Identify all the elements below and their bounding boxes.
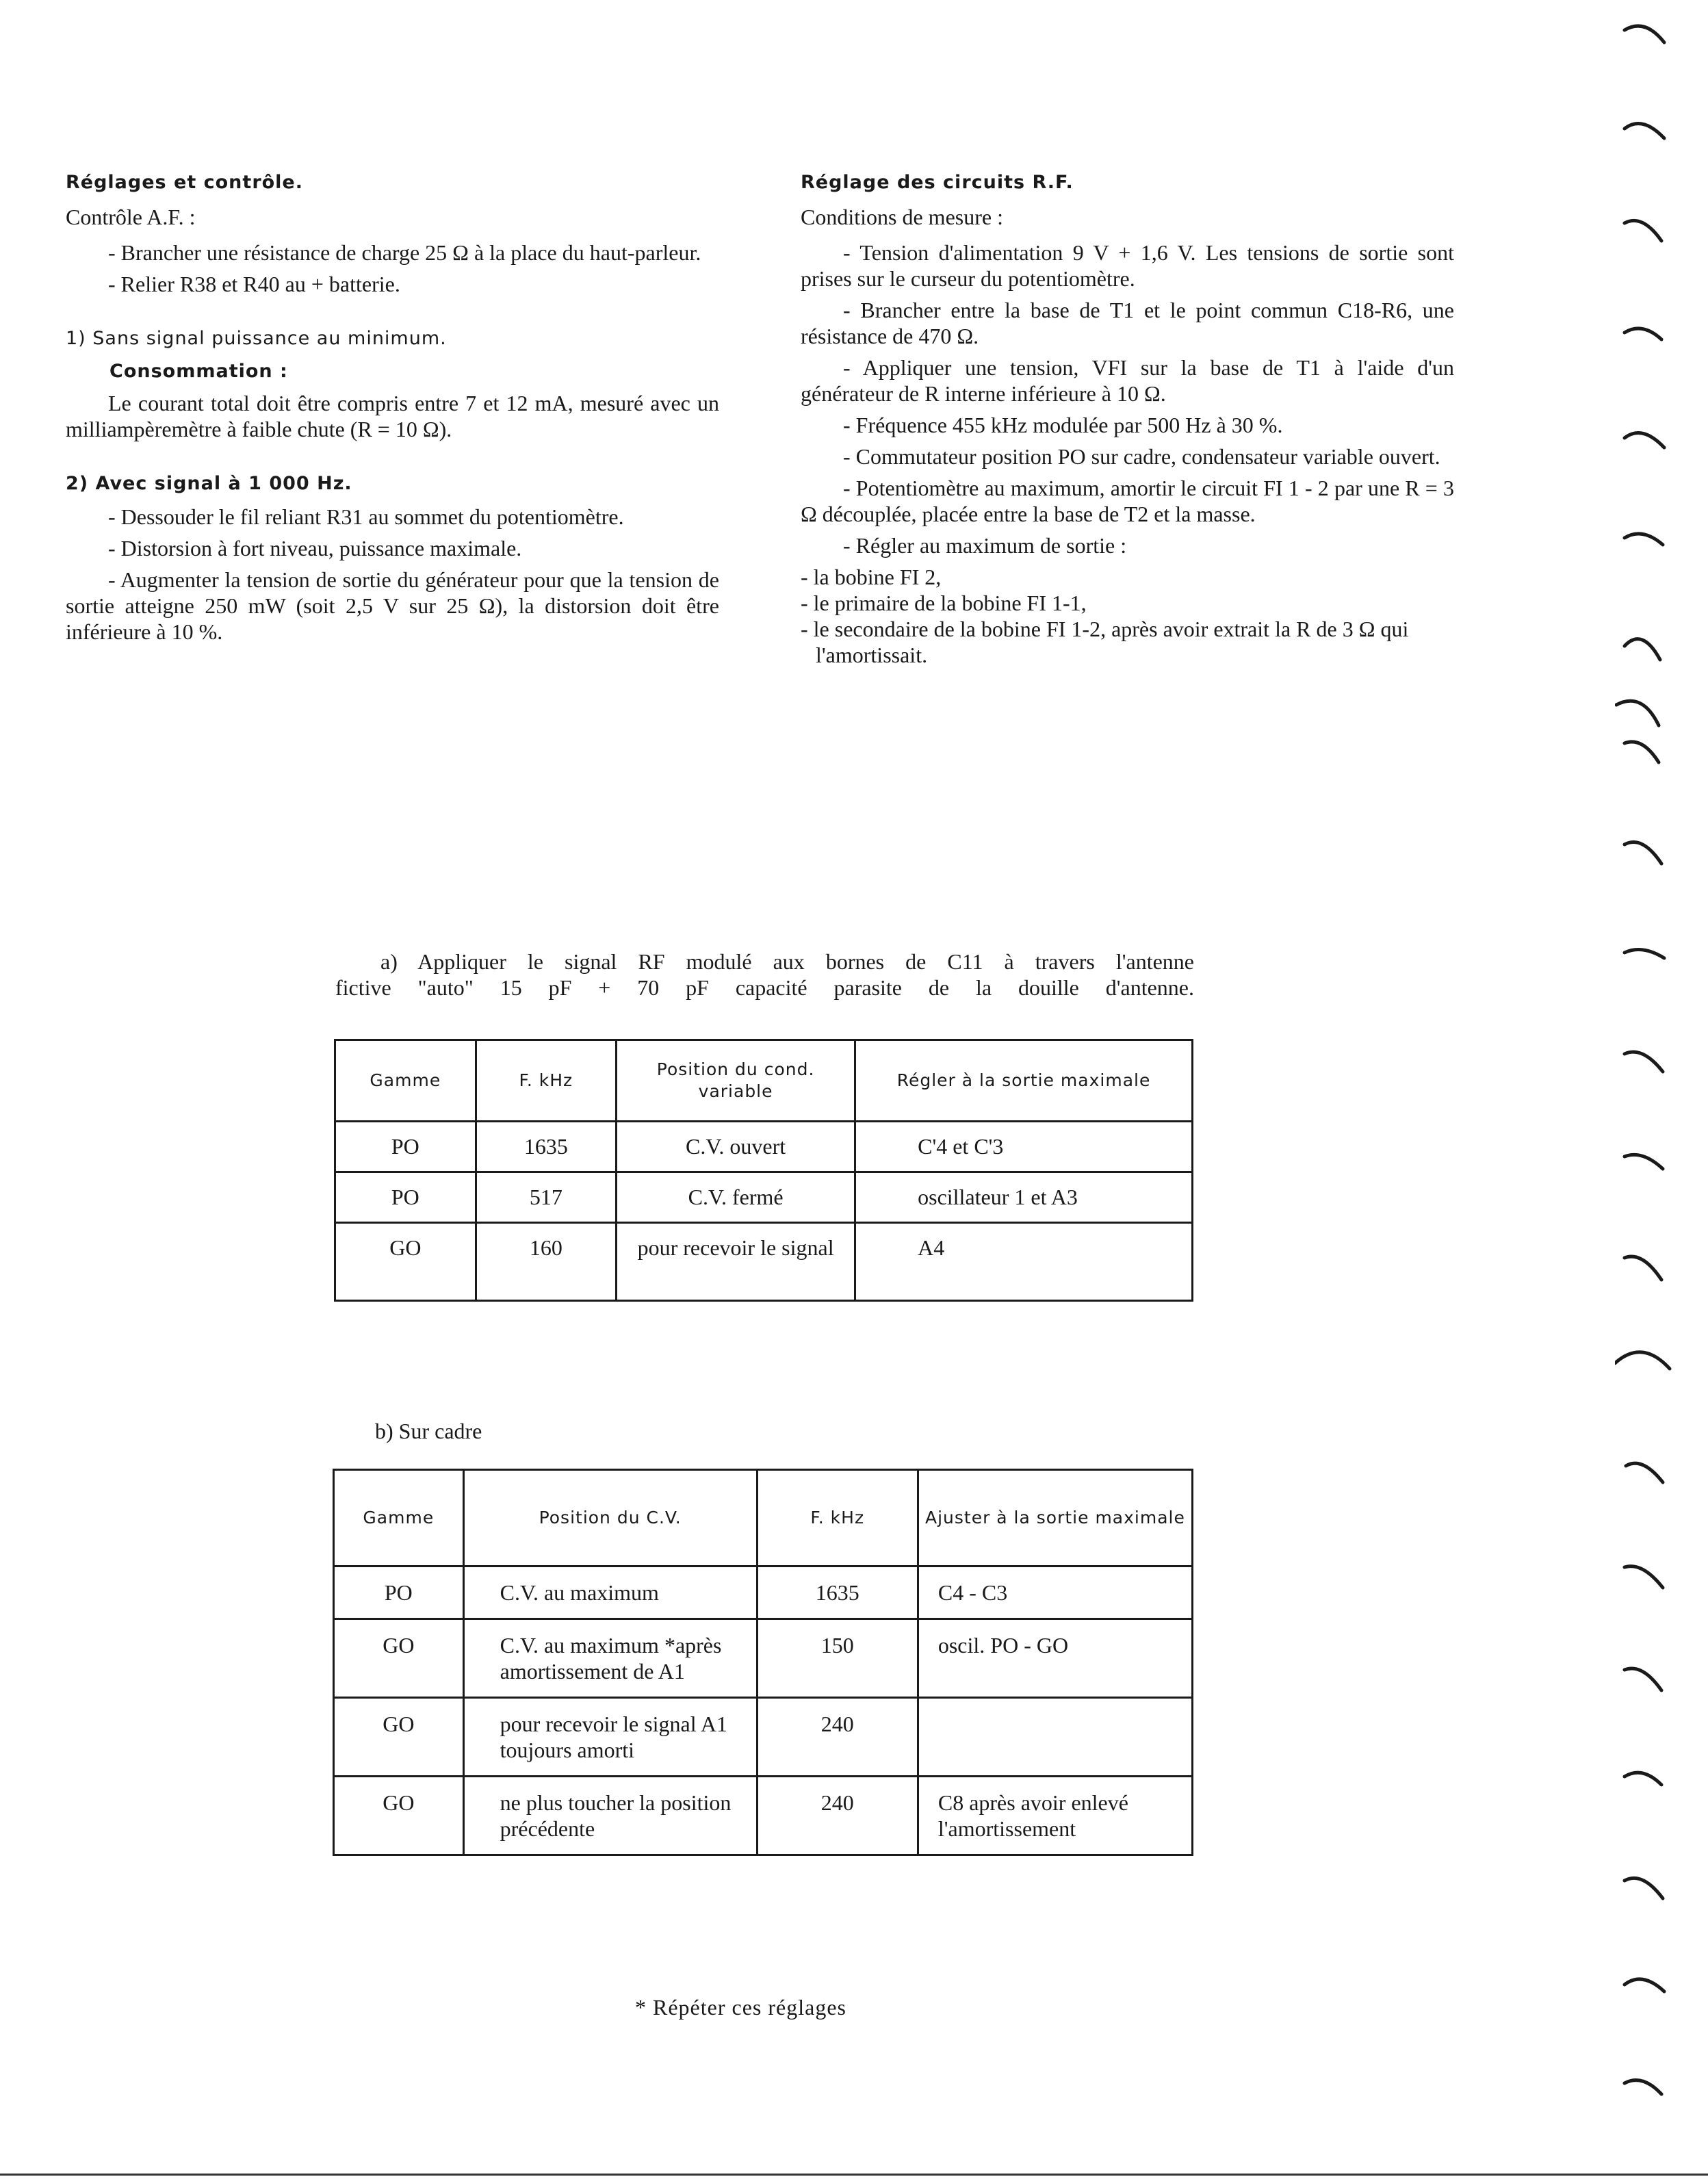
subheading-controle-af: Contrôle A.F. : [66,205,196,229]
cell-position: C.V. au maximum *après amortissement de A1 [463,1619,757,1698]
instruction-augmenter: - Augmenter la tension de sortie du générateur pour que la tension de sortie atteigne 250 mW (soit 2,5 V sur 25 Ω), la distorsion doit être inférieure à 10 %. [66,567,719,644]
cell-regler: A4 [855,1223,1193,1301]
cell-frequence: 160 [476,1223,616,1301]
binder-mark [1625,26,1664,42]
table-header-row [335,1040,1193,1122]
table-antenne-fictive [334,1039,1193,1302]
cell-frequence: 517 [476,1172,616,1223]
table-row [334,1619,1193,1698]
table-header-row [334,1470,1193,1566]
instruction-frequence: - Fréquence 455 kHz modulée par 500 Hz à 30 %. [843,413,1283,437]
step-2-title: 2) Avec signal à 1 000 Hz. [66,473,352,494]
caption-table-b: b) Sur cadre [375,1419,482,1443]
binder-mark [1625,1878,1663,1898]
cell-position: C.V. ouvert [617,1122,855,1172]
header-gamme: Gamme [335,1040,476,1122]
header-frequence: F. kHz [757,1470,918,1566]
binder-mark [1625,328,1661,339]
cell-gamme: GO [334,1698,464,1777]
binder-mark [1625,1256,1661,1280]
header-gamme: Gamme [334,1470,464,1566]
cell-regler: oscillateur 1 et A3 [855,1172,1193,1223]
binder-marks [1615,0,1708,2179]
header-position-cv: Position du C.V. [463,1470,757,1566]
table-row [334,1777,1193,1855]
caption-a-line1: a) Appliquer le signal RF modulé aux bornes de C11 à travers l'antenne [380,949,1194,974]
binder-mark [1625,220,1661,241]
header-ajuster: Ajuster à la sortie maximale [918,1470,1192,1566]
list-item: - la bobine FI 2, [801,565,942,589]
binder-mark [1625,1772,1661,1785]
right-column [801,170,1454,668]
table-row [334,1698,1193,1777]
table-row [335,1122,1193,1172]
binder-mark [1625,1566,1663,1588]
cell-gamme: PO [335,1172,476,1223]
cell-frequence: 240 [757,1698,918,1777]
binder-mark [1625,2080,1661,2094]
instruction-tension: - Tension d'alimentation 9 V + 1,6 V. Les tensions de sortie sont prises sur le curseur du potentiomètre. [801,240,1454,291]
instruction-appliquer: - Appliquer une tension, VFI sur la base de T1 à l'aide d'un générateur de R interne inférieure à 10 Ω. [801,355,1454,406]
binder-mark [1625,1668,1661,1690]
cell-frequence: 150 [757,1619,918,1698]
binder-mark [1625,534,1663,545]
instruction-relier: - Relier R38 et R40 au + batterie. [108,272,400,296]
cell-position: C.V. au maximum [463,1566,757,1619]
binder-mark [1625,433,1664,448]
section-heading-rf: Réglage des circuits R.F. [801,172,1074,193]
cell-frequence: 240 [757,1777,918,1855]
binder-mark [1616,701,1659,725]
binder-mark [1625,1052,1663,1072]
header-regler: Régler à la sortie maximale [855,1040,1193,1122]
instruction-distorsion: - Distorsion à fort niveau, puissance maximale. [108,536,522,560]
list-item: - le secondaire de la bobine FI 1-2, après avoir extrait la R de 3 Ω qui l'amortissait. [801,617,1409,667]
cell-ajuster: C8 après avoir enlevé l'amortissement [918,1777,1192,1855]
instruction-commutateur: - Commutateur position PO sur cadre, condensateur variable ouvert. [843,444,1440,469]
cell-ajuster: C4 - C3 [918,1566,1192,1619]
binder-mark [1625,124,1664,138]
cell-frequence: 1635 [476,1122,616,1172]
binder-mark [1625,950,1664,959]
header-position-cond: Position du cond. variable [617,1040,855,1122]
cell-position: ne plus toucher la position précédente [463,1777,757,1855]
section-heading-reglages: Réglages et contrôle. [66,172,304,193]
table-row [335,1223,1193,1301]
bottom-edge-line [0,2174,1708,2176]
instruction-dessouder: - Dessouder le fil reliant R31 au sommet du potentiomètre. [108,504,624,529]
cell-gamme: PO [334,1566,464,1619]
cell-ajuster: oscil. PO - GO [918,1619,1192,1698]
instruction-regler: - Régler au maximum de sortie : [843,533,1127,558]
step-1-title: 1) Sans signal puissance au minimum. [66,328,447,349]
caption-table-a [335,949,1194,1001]
caption-a-line2: fictive "auto" 15 pF + 70 pF capacité parasite de la douille d'antenne. [335,975,1194,1000]
binder-mark [1625,1979,1664,1991]
binder-mark [1625,639,1660,660]
table-row [335,1172,1193,1223]
cell-position: C.V. fermé [617,1172,855,1223]
list-item: - le primaire de la bobine FI 1-1, [801,591,1087,615]
binder-mark [1625,842,1661,864]
consumption-text: Le courant total doit être compris entre 7 et 12 mA, mesuré avec un milliampèremètre à faible chute (R = 10 Ω). [66,391,719,441]
consumption-label: Consommation : [109,361,288,382]
binder-mark [1626,1463,1663,1482]
cell-position: pour recevoir le signal [617,1223,855,1301]
cell-gamme: GO [334,1777,464,1855]
cell-gamme: GO [334,1619,464,1698]
cell-position: pour recevoir le signal A1 toujours amorti [463,1698,757,1777]
cell-frequence: 1635 [757,1566,918,1619]
header-frequence: F. kHz [476,1040,616,1122]
cell-regler: C'4 et C'3 [855,1122,1193,1172]
cell-gamme: GO [335,1223,476,1301]
binder-mark [1625,1155,1663,1169]
table-row [334,1566,1193,1619]
instruction-charge: - Brancher une résistance de charge 25 Ω à la place du haut-parleur. [108,240,701,265]
instruction-brancher-t1: - Brancher entre la base de T1 et le point commun C18-R6, une résistance de 470 Ω. [801,298,1454,348]
cell-gamme: PO [335,1122,476,1172]
instruction-potentiometre: - Potentiomètre au maximum, amortir le circuit FI 1 - 2 par une R = 3 Ω découplée, placée entre la base de T2 et la masse. [801,476,1454,526]
footnote: * Répéter ces réglages [635,1995,846,2020]
left-column [66,170,719,650]
subheading-conditions: Conditions de mesure : [801,205,1003,229]
binder-mark [1615,1352,1670,1369]
table-sur-cadre [333,1469,1193,1856]
binder-mark [1625,742,1659,762]
cell-ajuster [918,1698,1192,1777]
